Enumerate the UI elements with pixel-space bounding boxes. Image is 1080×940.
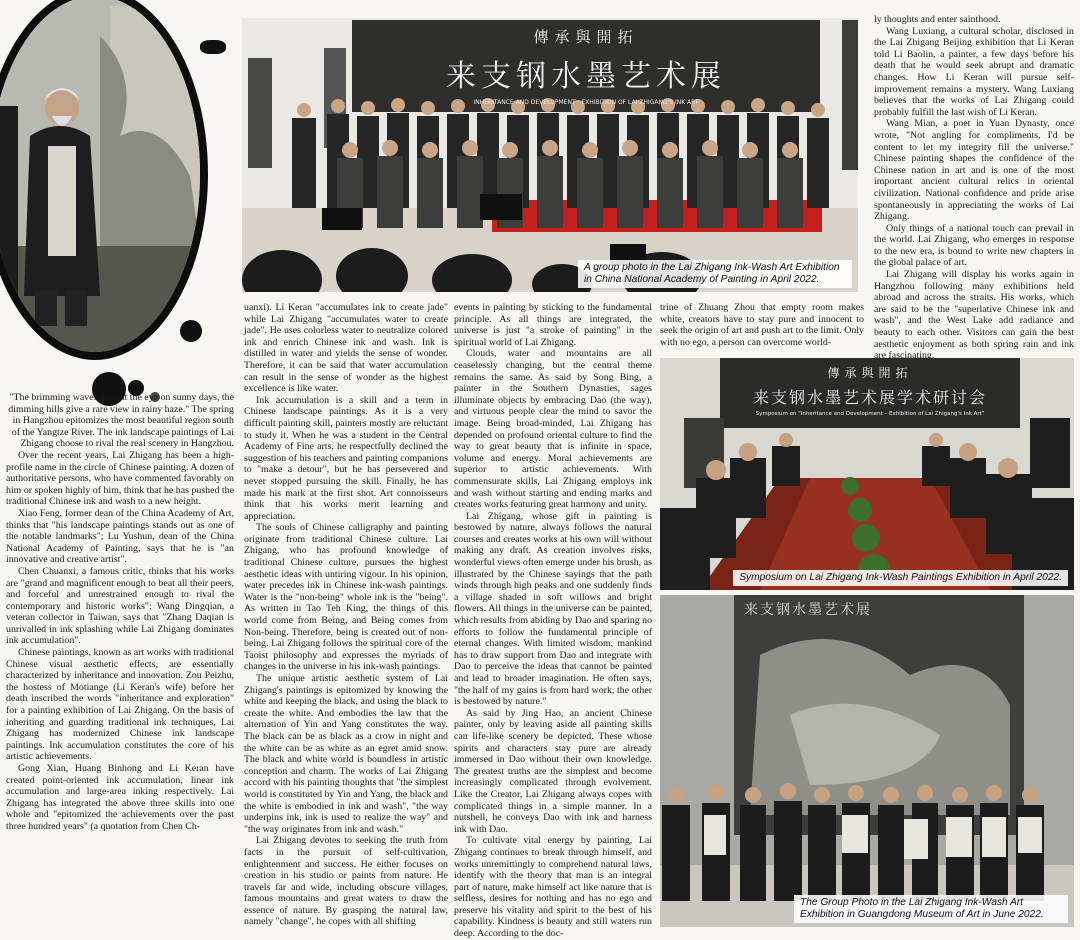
bottom-banner-cn: 来支钢水墨艺术展 bbox=[744, 602, 872, 618]
paragraph: Ink accumulation is a skill and a term in Chinese landscape paintings. As it is a very difficult painting skill, painters mostly are reluctant to study it. When he was a student in the Central Academy of Fine arts, he respectfully declined the suggestion of his teachers and painting companions to "make a detour", but he has persevered and never stopped pursuing the skill. Finally, he has made his mark at the first shot. Art connoisseurs think that his works merit learning and appreciation. bbox=[244, 394, 448, 522]
paragraph: trine of Zhuang Zhou that empty room makes white, creators have to stay pure and innocent to seek the origin of art and push art to the limit. Only with no ego, a person can overcome world- bbox=[660, 302, 864, 348]
text-column-3 bbox=[454, 302, 652, 940]
symposium-title-en: Symposium on "Inheritance and Development – Exhibition of Lai Zhigang's Ink Art" bbox=[755, 411, 985, 417]
paragraph: Chen Chuanxi, a famous critic, thinks that his works are "grand and magnificent enough to beat all their peers, and forceful and unrestrained enough to rival the contemporary and historic works"; Wang Dingqian, a veteran collector in Taiwan, says that "Zhang Daqian is unrivalled in ink splashing while Lai Zhigang dominates ink accumulation". bbox=[6, 565, 234, 647]
paragraph: Lai Zhigang devotes to seeking the truth from facts in the pursuit of self-cultivation, enlightenment and success. He either focuses on creation in his studio or paints from nature. He travels far and wide, including obscure villages, famous mountains and great waters to draw the essence of nature. By grasping the natural law, namely "change", he copes with all shifting bbox=[244, 835, 448, 928]
paragraph: The unique artistic aesthetic system of Lai Zhigang's paintings is epitomized by knowing the white and keeping the black, and using the black to create the white. And embodies the law that the alternation of Yin and Yang constitutes the way. The black can be as black as a crow in night and the white can be as white as an egret amid snow. The black and white world is boundless in artistic conception and charm. The works of Lai Zhigang accord with his painting thoughts that "the simplest world is constituted by Yin and Yang, the black and the white is embodied in ink and wash", "the way underpins ink, ink is used to realize the way" and "the way originates from ink and wash." bbox=[244, 673, 448, 835]
text-column-1 bbox=[6, 392, 234, 833]
symposium-subtitle-cn: 傳承與開拓 bbox=[827, 366, 913, 380]
paragraph: Chinese paintings, known as art works with traditional Chinese visual aesthetic effects, are essentially characterized by inheritance and innovation. Zou Peizhu, the hostess of Motiange (Li Keran's wife) before her death inscribed the words "inheritance and exploration" for a painting exhibition of Lai Zhigang. On the basis of inheriting and guarding traditional ink techniques, Lai Zhigang has modernized Chinese ink landscape paintings. Ink accumulation constitutes the core of his artistic achievements. bbox=[6, 647, 234, 763]
paragraph: To cultivate vital energy by painting, Lai Zhigang continues to break through himself, and works unremittingly to comprehend natural laws, identify with the theory that man is an integral part of nature, make himself act like nature that is selfless, desires for nothing and has no ego and preserve his vitality and spirit to the best of his capability. Kindness is beauty and still waters run deep. According to the doc- bbox=[454, 835, 652, 940]
ink-splash-decoration bbox=[180, 320, 202, 342]
bottom-group-photo bbox=[660, 595, 1074, 927]
paragraph: Lai Zhigang, whose gift in painting is bestowed by nature, always follows the natural courses and creates works at his own will without making any draft. As creation involves risks, wonderful views often emerge under his brush, as illustrated by the Chinese sayings that the path winds through high peaks and one suddenly finds a village shaded in soft willows and bright flowers. All things in the universe can be painted, which results from abiding by Dao and sparing no efforts to follow the fundamental principle of eternal changes. With limited wisdom, mankind has to draw support from Dao and integrate with Dao to perceive the ideas that cannot be painted and lead to broader imagination. He often says, "the half of my gains is from hard work, the other is bestowed by nature." bbox=[454, 510, 653, 708]
paragraph: "The brimming waves delight the eye on sunny days, the dimming hills give a rare view in rainy haze." The spring in Hangzhou epitomizes the most beautiful region south of the Yangtze River. The ink landscape paintings of Lai Zhigang choose to rival the real scenery in Hangzhou. bbox=[8, 392, 234, 450]
paragraph: The souls of Chinese calligraphy and painting originate from traditional Chinese culture. Lai Zhigang, who has profound knowledge of traditional Chinese culture, pursues the highest aesthetic ideas with untiring vigour. In his opinion, water precedes ink in Chinese ink-wash paintings. Water is the "non-being" whole ink is the "being". As written in Tao Teh King, the things of this world come from Being, and Being comes from Non-being. Therefore, being is created out of non-being. Lai Zhigang follows the spiritual core of the Taoist philosophy and expresses the myriads of changes in the universe in his ink-wash paintings. bbox=[244, 522, 448, 673]
banner-title-cn: 来支钢水墨艺术展 bbox=[446, 59, 726, 94]
paragraph: Clouds, water and mountains are all ceaselessly changing, but the central theme remains the same. As said by Song Bing, a painter in the Southern Dynasties, sages illuminate objects by embracing Dao (the way), and virtuous people clear the mind to savor the image. Being broad-minded, Lai Zhigang has depended on profound oriental culture to find the way to great beauty that is infinite in space, volume and energy. Moral achievements are superior to artistic achievements. With commensurate skills, Lai Zhigang employs ink and wash without starting and ending marks and creates works featuring great harmony and unity. bbox=[454, 348, 652, 511]
top-group-photo bbox=[242, 18, 858, 292]
paragraph: Xiao Feng, former dean of the China Academy of Art, thinks that "his landscape paintings stands out as one of the notable landmarks"; Lu Yushun, dean of the China National Academy of Painting, says that he is "an innovative and creative artist". bbox=[6, 507, 234, 566]
paragraph: Wang Luxiang, a cultural scholar, disclosed in the Lai Zhigang Beijing exhibition that Li Keran told Li Baolin, a painter, a few days before his death that he would seek abrupt and dramatic changes. How Li Keran will pursue self-improvement remains a mystery. Wang Luxiang believes that the works of Lai Zhigang could probably fulfill the last wish of Li Keran. bbox=[874, 25, 1074, 118]
top-photo-caption: A group photo in the Lai Zhigang Ink-Wash Art Exhibition in China National Academy of Painting in April 2022. bbox=[578, 260, 852, 288]
paragraph: Wang Mian, a poet in Yuan Dynasty, once wrote, "Not angling for compliments, I'd be content to let my integrity fill the universe." Chinese painting shapes the confidence of the Chinese nation in art and is one of the most important ancient cultural relics in oriental civilization. National confidence and pride arise spontaneously in appreciating the works of Lai Zhigang. bbox=[874, 118, 1074, 223]
banner-subtitle-cn: 傳承與開拓 bbox=[533, 28, 639, 46]
text-column-4 bbox=[660, 302, 864, 348]
paragraph: Over the recent years, Lai Zhigang has been a high-profile name in the circle of Chinese painting. A dozen of authoritative persons, who have commented favorably on him or spoken highly of him, think that he has pushed the traditional Chinese ink and wash to a new height. bbox=[6, 449, 234, 508]
symposium-title-cn: 来支钢水墨艺术展学术研讨会 bbox=[752, 388, 987, 407]
bottom-photo-caption: The Group Photo in the Lai Zhigang Ink-Wash Art Exhibition in Guangdong Museum of Art in June 2022. bbox=[794, 895, 1068, 923]
symposium-photo bbox=[660, 358, 1074, 590]
symposium-banner bbox=[720, 358, 1020, 428]
banner-title-en: INHERITANCE AND DEVELOPMENT · EXHIBITION OF LAI ZHIGANG'S INK ART bbox=[473, 99, 699, 106]
paragraph: ly thoughts and enter sainthood. bbox=[874, 14, 1001, 25]
symposium-photo-caption: Symposium on Lai Zhigang Ink-Wash Paintings Exhibition in April 2022. bbox=[733, 570, 1068, 586]
paragraph: Only things of a national touch can prevail in the world. Lai Zhigang, who emerges in response to the new era, is bound to write new chapters in the global palace of art. bbox=[874, 222, 1074, 269]
paragraph: Lai Zhigang will display his works again in Hangzhou following many exhibitions held abroad and across the straits. His works, which are said to be the "superlative Chinese ink and wash", and the West Lake add radiance and beauty to each other. Visitors can gain the best aesthetic enjoyment as both spring rain and ink are fascinating. bbox=[874, 269, 1074, 362]
paragraph: Gong Xian, Huang Binhong and Li Keran have created point-oriented ink accumulation, linear ink accumulation and large-area inking respectively. Lai Zhigang has integrated the above three skills into one whole and "epitomized the achievements over the past three hundred years" (a quotation from Chen Ch- bbox=[6, 763, 234, 832]
top-banner bbox=[352, 20, 820, 112]
paragraph: events in painting by sticking to the fundamental principle. As all things are integrated, the universe is just "a stroke of painting" in the spiritual world of Lai Zhigang. bbox=[454, 302, 652, 348]
paragraph: uanxi). Li Keran "accumulates ink to create jade" while Lai Zhigang "accumulates water to create jade". He uses colorless water to neutralize colored ink and enrich Chinese ink and wash. Ink is distilled in water and yields the sense of wonder. Therefore, it can be said that water accumulation can result in the sense of wonder as the highest excellence is like water. bbox=[244, 302, 448, 395]
ink-splash-decoration bbox=[200, 40, 226, 54]
bottom-photo-illustration bbox=[660, 595, 1074, 927]
paragraph: As said by Jing Hao, an ancient Chinese painter, only by leaving aside all painting skills can life-like scenery be depicted. These whose spirits and characters stay pure are already immersed in Dao without their own knowledge. The greatest truths are the simplest and become increasingly complicated through evolvement. Like the Creator, Lai Zhigang always copes with complicated things in a simple manner. In a nutshell, he conveys Dao with ink and harness ink with Dao. bbox=[454, 707, 652, 835]
text-column-5 bbox=[874, 14, 1074, 362]
text-column-2 bbox=[244, 302, 448, 928]
